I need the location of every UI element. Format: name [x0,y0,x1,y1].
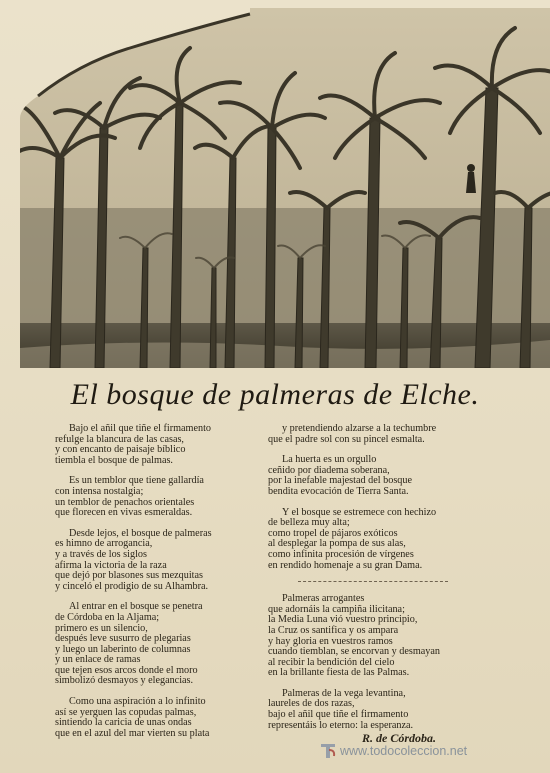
article-title: El bosque de palmeras de Elche. [70,378,480,411]
watermark-logo-icon [318,740,338,760]
poem-line: con intensa nostalgia; [55,485,144,497]
poem-line: y cinceló el prodigio de su Alhambra. [55,580,209,592]
poem-line: por la inefable majestad del bosque [268,475,412,487]
poem-stanza [55,602,280,687]
poem-line: que adornáis la campiña ilicitana; [268,603,405,615]
poem-stanza [268,689,493,731]
poem-line: que florecen en vivas esmeraldas. [55,507,193,519]
poem-line: de Córdoba en la Aljama; [55,611,160,623]
poem-line: en la brillante fiesta de las Palmas. [268,667,410,679]
poem-line: así se yerguen las copudas palmas, [55,706,197,718]
poem-line: Es un temblor que tiene gallardía [69,475,204,487]
watermark [318,740,543,764]
poem-line: en rendido homenaje a su gran Dama. [268,559,423,571]
poem-stanza [55,476,280,518]
poem-line: la Cruz os santifica y os ampara [268,624,399,636]
poem-line: y un enlace de ramas [55,654,141,666]
poem-line: que dejó por blasones sus mezquitas [55,570,203,582]
poem-line: Al entrar en el bosque se penetra [69,601,203,613]
poem-column-left [55,424,280,749]
poem-line: y pretendiendo alzarse a la techumbre [282,423,437,434]
poem-line: que en el azul del mar vierten su plata [55,727,210,739]
poem-stanza [55,697,280,739]
stanza-separator [298,581,448,582]
poem-line: Desde lejos, el bosque de palmeras [69,527,212,539]
poem-stanza [55,529,280,593]
poem-line: sintiendo la caricia de unas ondas [55,717,192,729]
poem-line: cuando tiemblan, se encorvan y desmayan [268,646,440,658]
poem-stanza [55,424,280,466]
poem-line: y hay gloria en vuestros ramos [268,635,393,647]
author-signature: R. de Córdoba. [362,731,437,745]
poem-line: ceñido por diadema soberana, [268,464,390,476]
poem-line: Bajo el añil que tiñe el firmamento [69,423,212,434]
poem-column-right [268,424,493,741]
poem-line: y con encanto de paisaje bíblico [55,444,186,456]
poem-line: un temblor de penachos orientales [55,496,195,508]
poem-line: y a través de los siglos [55,548,147,560]
poem-line: La huerta es un orgullo [282,454,377,466]
poem-line: representáis lo eterno: la esperanza. [268,719,414,731]
poem-line: después leve susurro de plegarias [55,633,191,645]
poem-stanza [268,508,493,572]
poem-line: bajo el añil que tiñe el firmamento [268,709,409,721]
poem-stanza [268,455,493,497]
poem-line: y luego un laberinto de columnas [55,643,191,655]
palm-grove-illustration [20,8,550,368]
poem-line: como infinita procesión de vírgenes [268,548,414,560]
watermark-text: www.todocoleccion.net [340,744,468,758]
poem-stanza [268,424,493,445]
palm-grove-photograph [20,8,550,368]
poem-line: bendita evocación de Tierra Santa. [268,485,409,497]
poem-line: Palmeras de la vega levantina, [282,687,406,699]
poem-line: que tejen esos arcos donde el moro [55,664,198,676]
poem-stanza [268,594,493,679]
poem-line: refulge la blancura de las casas, [55,433,184,445]
poem-line: al desplegar la pompa de sus alas, [268,538,406,550]
poem-line: laureles de dos razas, [268,698,355,710]
poem-line: Como una aspiración a lo infinito [69,696,206,708]
poem-line: es himno de arrogancia, [55,538,153,550]
poem-line: Palmeras arrogantes [282,593,365,605]
poem-line: Y el bosque se estremece con hechizo [282,506,437,518]
poem-line: primero es un silencio, [55,622,148,634]
poem-line: como tropel de pájaros exóticos [268,527,398,539]
poem-line: afirma la victoria de la raza [55,559,167,571]
poem-line: simbolizó desmayos y elegancias. [55,675,194,687]
poem-line: de belleza muy alta; [268,517,350,529]
poem-line: tiembla el bosque de palmas. [55,454,173,466]
poem-line: al recibir la bendición del cielo [268,656,395,668]
poem-line: la Media Luna vió vuestro principio, [268,614,418,626]
poem-line: que el padre sol con su pincel esmalta. [268,433,425,445]
